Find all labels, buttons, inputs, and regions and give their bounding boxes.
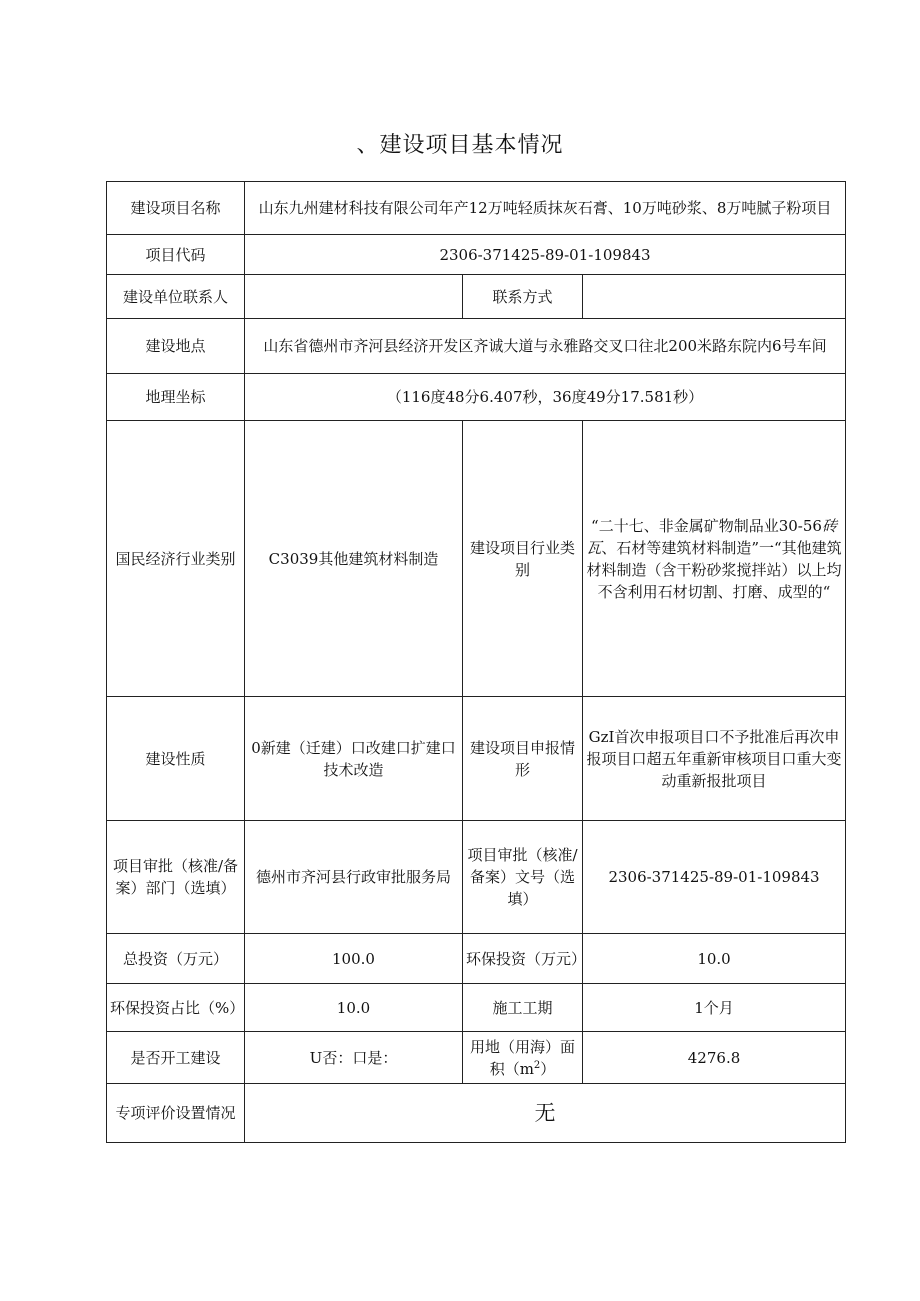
approval-department-label: 项目审批（核准/备案）部门（选填） xyxy=(107,821,245,934)
approval-document-label: 项目审批（核准/备案）文号（选填） xyxy=(463,821,583,934)
construction-period-label: 施工工期 xyxy=(463,984,583,1032)
row-investment xyxy=(107,934,846,984)
contact-method-label: 联系方式 xyxy=(463,275,583,319)
row-special-eval xyxy=(107,1084,846,1143)
project-industry-text-1: “二十七、非金属矿物制品业30-56 xyxy=(591,516,822,535)
row-approval xyxy=(107,821,846,934)
industry-category-value: C3039其他建筑材料制造 xyxy=(245,421,463,697)
row-location xyxy=(107,319,846,374)
row-coordinates xyxy=(107,374,846,421)
declaration-situation-label: 建设项目申报情形 xyxy=(463,697,583,821)
contact-person-label: 建设单位联系人 xyxy=(107,275,245,319)
contact-method-value xyxy=(583,275,846,319)
row-project-name xyxy=(107,182,846,235)
project-industry-label: 建设项目行业类别 xyxy=(463,421,583,697)
construction-started-value: U否：口是： xyxy=(245,1032,463,1084)
total-investment-value: 100.0 xyxy=(245,934,463,984)
land-area-label xyxy=(463,1032,583,1084)
construction-started-label: 是否开工建设 xyxy=(107,1032,245,1084)
construction-period-value: 1个月 xyxy=(583,984,846,1032)
env-investment-label: 环保投资（万元） xyxy=(463,934,583,984)
declaration-situation-value: GzI首次申报项目口不予批准后再次申报项目口超五年重新审核项目口重大变动重新报批项目 xyxy=(583,697,846,821)
coordinates-label: 地理坐标 xyxy=(107,374,245,421)
land-area-value: 4276.8 xyxy=(583,1032,846,1084)
page-title: 、建设项目基本情况 xyxy=(356,133,564,158)
construction-nature-value: 0新建（迁建）口改建口扩建口技术改造 xyxy=(245,697,463,821)
row-nature xyxy=(107,697,846,821)
industry-category-label: 国民经济行业类别 xyxy=(107,421,245,697)
project-name-value: 山东九州建材科技有限公司年产12万吨轻质抹灰石膏、10万吨砂浆、8万吨腻子粉项目 xyxy=(245,182,846,235)
land-area-label-text: 用地（用海）面积（m xyxy=(469,1037,575,1078)
row-project-code xyxy=(107,235,846,275)
project-info-table xyxy=(106,181,846,1143)
project-code-label: 项目代码 xyxy=(107,235,245,275)
project-industry-value xyxy=(583,421,846,697)
row-env-ratio xyxy=(107,984,846,1032)
row-contact xyxy=(107,275,846,319)
env-ratio-label: 环保投资占比（%） xyxy=(107,984,245,1032)
location-label: 建设地点 xyxy=(107,319,245,374)
contact-person-value xyxy=(245,275,463,319)
construction-nature-label: 建设性质 xyxy=(107,697,245,821)
project-industry-text-2: 、石材等建筑材料制造”一“其他建筑材料制造（含干粉砂浆搅拌站）以上均不含利用石材切割、打磨、成型的“ xyxy=(586,538,842,601)
coordinates-value: （116度48分6.407秒，36度49分17.581秒） xyxy=(245,374,846,421)
approval-document-value: 2306-371425-89-01-109843 xyxy=(583,821,846,934)
env-ratio-value: 10.0 xyxy=(245,984,463,1032)
project-industry-text-italic: 砖瓦 xyxy=(586,516,837,557)
env-investment-value: 10.0 xyxy=(583,934,846,984)
land-area-label-sup: 2 xyxy=(533,1059,541,1071)
approval-department-value: 德州市齐河县行政审批服务局 xyxy=(245,821,463,934)
row-industry xyxy=(107,421,846,697)
row-started xyxy=(107,1032,846,1084)
land-area-label-suffix: ） xyxy=(540,1059,556,1078)
special-evaluation-value: 无 xyxy=(245,1084,846,1143)
project-code-value: 2306-371425-89-01-109843 xyxy=(245,235,846,275)
location-value: 山东省德州市齐河县经济开发区齐诚大道与永雅路交叉口往北200米路东院内6号车间 xyxy=(245,319,846,374)
total-investment-label: 总投资（万元） xyxy=(107,934,245,984)
project-name-label: 建设项目名称 xyxy=(107,182,245,235)
special-evaluation-label: 专项评价设置情况 xyxy=(107,1084,245,1143)
